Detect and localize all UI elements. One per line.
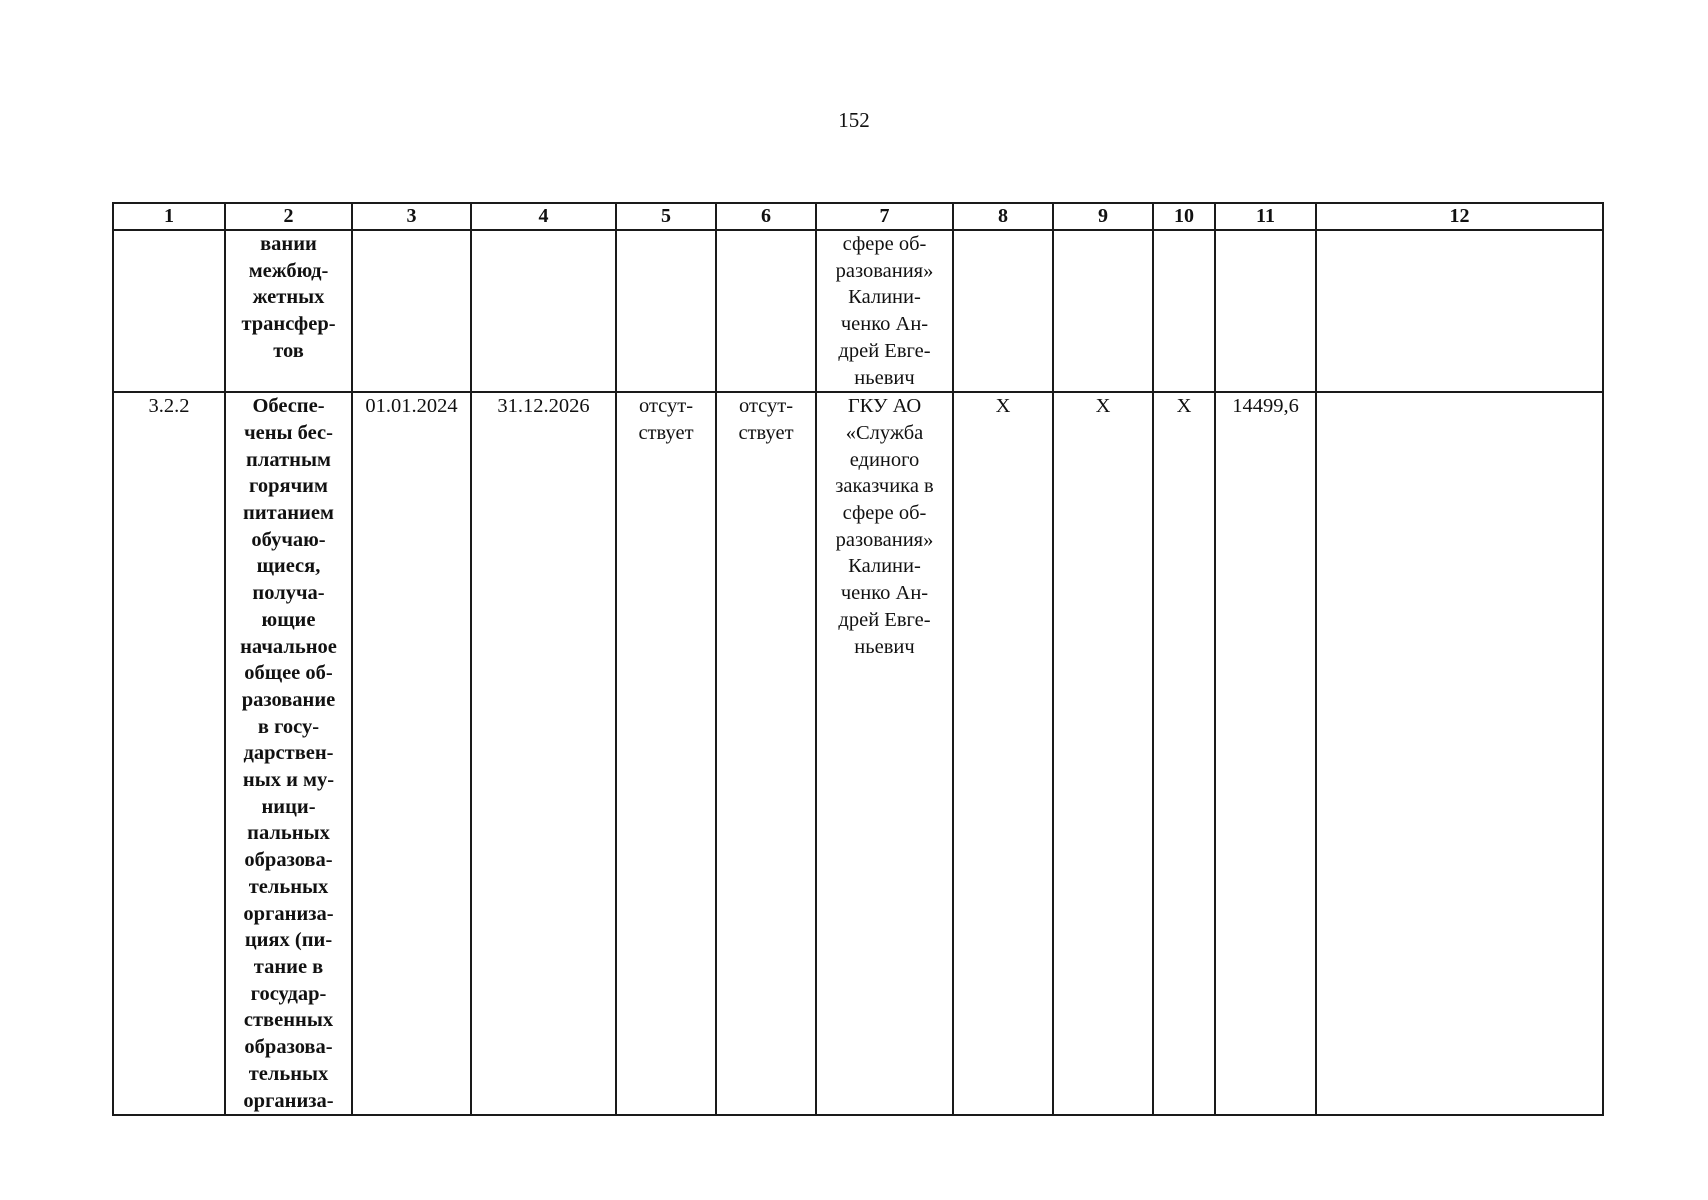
cell-col-10 (1153, 392, 1215, 1115)
cell-number (113, 392, 225, 1115)
cell-number (113, 230, 225, 392)
program-table (112, 202, 1604, 1116)
cell-start-date (352, 230, 471, 392)
cell-col-9 (1053, 392, 1153, 1115)
cell-amount (1215, 392, 1316, 1115)
header-col-5: 5 (616, 203, 716, 230)
cell-col-5 (616, 392, 716, 1115)
cell-text: вании межбюд- жетных трансфер- тов (241, 233, 336, 362)
cell-col-10 (1153, 230, 1215, 392)
cell-text: 01.01.2024 (365, 395, 458, 418)
cell-start-date (352, 392, 471, 1115)
table-header (113, 203, 1603, 230)
header-col-6: 6 (716, 203, 816, 230)
cell-text: отсут- ствует (638, 395, 694, 444)
cell-col-8 (953, 392, 1053, 1115)
header-col-1: 1 (113, 203, 225, 230)
table-row-continuation (113, 230, 1603, 392)
header-col-8: 8 (953, 203, 1053, 230)
cell-col-6 (716, 230, 816, 392)
header-col-12: 12 (1316, 203, 1603, 230)
header-col-2: 2 (225, 203, 352, 230)
cell-text: 31.12.2026 (497, 395, 590, 418)
header-col-7: 7 (816, 203, 953, 230)
cell-text: Х (1095, 395, 1111, 418)
header-col-11: 11 (1215, 203, 1316, 230)
header-row (113, 203, 1603, 230)
cell-text: Х (995, 395, 1011, 418)
cell-text: 3.2.2 (148, 395, 190, 418)
cell-text: Обеспе- чены бес- платным горячим питанием обучаю- щиеся, получа- ющие начальное общее об- разование в госу- дарствен- ных и му- ници- пальных образова- тельных организа- циях (пи- тание в государ- ственных образова- тельных организа- (240, 395, 337, 1112)
page-number: 152 (838, 108, 870, 132)
cell-responsible (816, 392, 953, 1115)
header-col-9: 9 (1053, 203, 1153, 230)
cell-text: ГКУ АО «Служба единого заказчика в сфере об- разования» Калини- ченко Ан- дрей Евге- ньевич (835, 395, 934, 658)
cell-text: отсут- ствует (738, 395, 794, 444)
header-col-4: 4 (471, 203, 616, 230)
cell-col-5 (616, 230, 716, 392)
cell-name (225, 230, 352, 392)
header-col-3: 3 (352, 203, 471, 230)
cell-col-8 (953, 230, 1053, 392)
cell-col-12 (1316, 230, 1603, 392)
cell-col-12 (1316, 392, 1603, 1115)
cell-end-date (471, 230, 616, 392)
cell-col-6 (716, 392, 816, 1115)
cell-text: сфере об- разования» Калини- ченко Ан- дрей Евге- ньевич (835, 233, 934, 389)
header-col-10: 10 (1153, 203, 1215, 230)
cell-text: 14499,6 (1232, 395, 1299, 418)
cell-responsible (816, 230, 953, 392)
cell-name (225, 392, 352, 1115)
table-row-3-2-2 (113, 392, 1603, 1115)
cell-amount (1215, 230, 1316, 392)
cell-end-date (471, 392, 616, 1115)
cell-text: Х (1176, 395, 1192, 418)
cell-col-9 (1053, 230, 1153, 392)
